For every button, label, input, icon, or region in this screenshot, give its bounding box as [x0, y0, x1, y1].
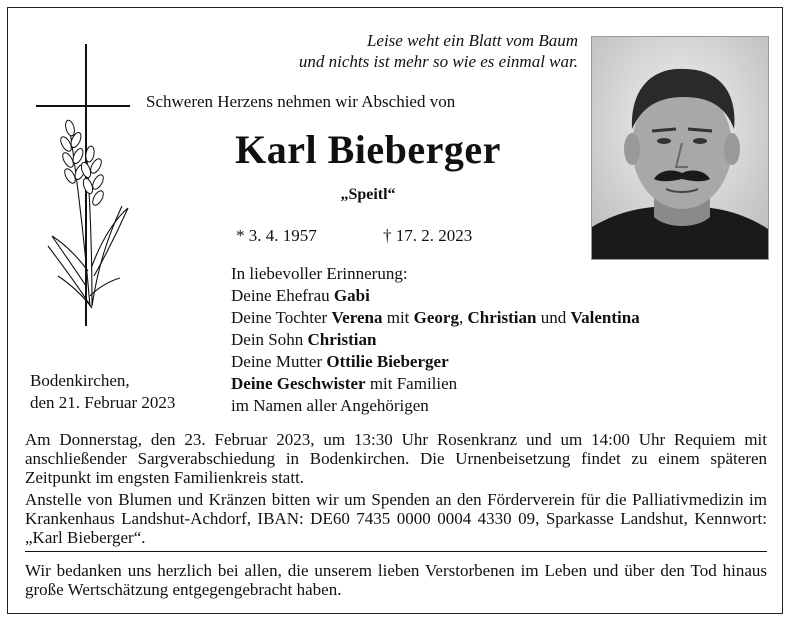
service-paragraph: Am Donnerstag, den 23. Februar 2023, um 13:30 Uhr Rosenkranz und um 14:00 Uhr Requiem mit anschließender Sargverabschiedung in Bodenkirchen. Die Urnenbeisetzung findet zu einem späteren Zeitpunkt im engsten Familienkreis statt.	[25, 430, 767, 487]
intro-text: Schweren Herzens nehmen wir Abschied von	[146, 92, 456, 111]
place-date	[30, 370, 175, 414]
mourner-label: Deine Ehefrau	[231, 286, 334, 305]
deceased-nickname: „Speitl“	[340, 186, 396, 203]
mourner-label: Deine Mutter	[231, 352, 327, 371]
obituary-notice	[7, 7, 783, 614]
motto-line-2: und nichts ist mehr so wie es einmal war.	[298, 52, 578, 71]
mourner-name: Christian	[307, 330, 377, 349]
mourners-heading: In liebevoller Erinnerung:	[231, 264, 408, 283]
death-date: † 17. 2. 2023	[383, 226, 473, 245]
mourner-name: Ottilie Bieberger	[326, 352, 449, 371]
divider	[25, 551, 767, 552]
mourner-mother	[231, 351, 640, 373]
date-line: den 21. Februar 2023	[30, 393, 176, 412]
mourner-name: Christian	[467, 308, 537, 327]
mourner-connector: ,	[458, 308, 468, 327]
mourner-connector: mit	[382, 308, 414, 327]
mourner-name: Gabi	[333, 286, 370, 305]
mourner-name: Deine Geschwister	[231, 374, 366, 393]
mourner-label: Deine Tochter	[231, 308, 332, 327]
motto	[208, 30, 578, 72]
portrait-icon	[592, 37, 768, 259]
mourner-wife	[231, 285, 640, 307]
mourner-daughter	[231, 307, 640, 329]
mourner-label: Dein Sohn	[231, 330, 308, 349]
mourner-name: Verena	[331, 308, 383, 327]
mourners-closing: im Namen aller Angehörigen	[231, 396, 429, 415]
place-line: Bodenkirchen,	[30, 371, 130, 390]
deceased-name: Karl Bieberger	[235, 127, 501, 172]
mourners-list	[231, 263, 640, 417]
mourner-connector: und	[536, 308, 571, 327]
mourner-siblings	[231, 373, 640, 395]
mourner-name: Valentina	[570, 308, 640, 327]
thanks-paragraph: Wir bedanken uns herzlich bei allen, die unserem lieben Verstorbenen im Leben und über den Tod hinaus große Wertschätzung entgegengebracht haben.	[25, 561, 767, 599]
portrait-photo	[591, 36, 769, 260]
birth-date: * 3. 4. 1957	[236, 226, 317, 245]
cross-with-wheat-icon	[28, 36, 138, 336]
mourner-label: mit Familien	[365, 374, 458, 393]
mourner-son	[231, 329, 640, 351]
mourner-name: Georg	[413, 308, 459, 327]
donation-paragraph: Anstelle von Blumen und Kränzen bitten wir um Spenden an den Förderverein für die Palliativmedizin im Krankenhaus Landshut-Achdorf, IBAN: DE60 7435 0000 0004 4330 09, Sparkasse Landshut, Kennwort: „Karl Bieberger“.	[25, 490, 767, 547]
motto-line-1: Leise weht ein Blatt vom Baum	[366, 31, 578, 50]
